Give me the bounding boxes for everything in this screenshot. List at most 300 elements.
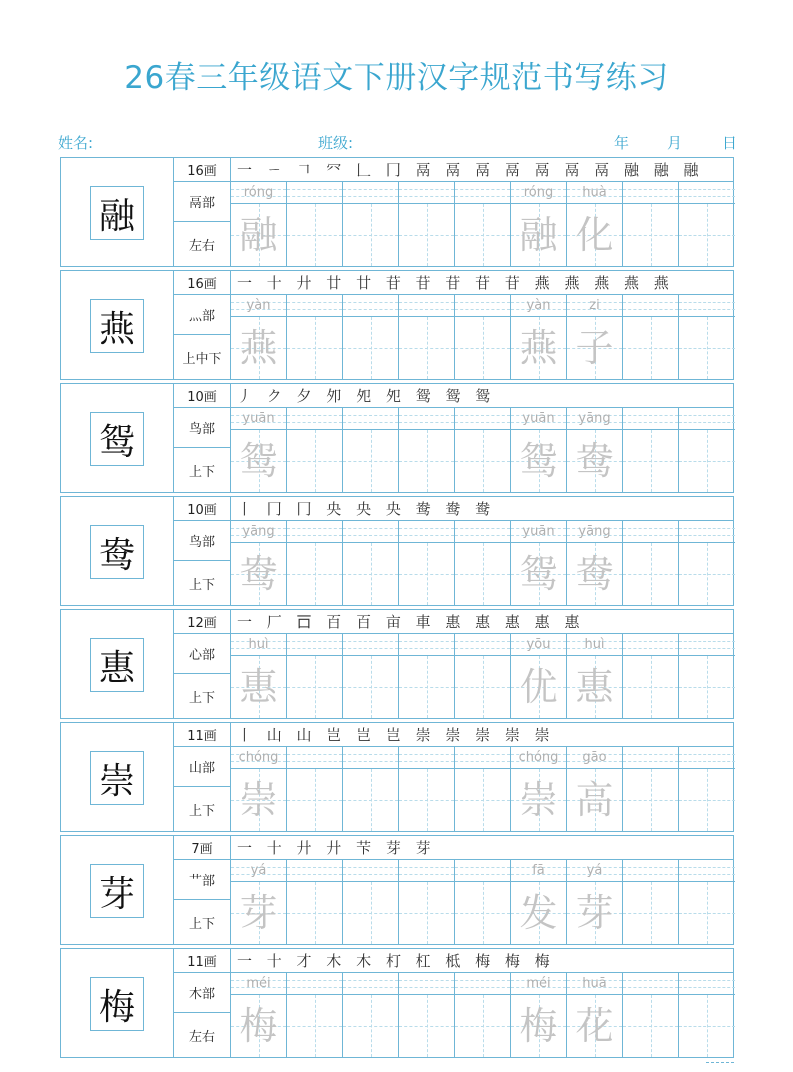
writing-cell[interactable] [343, 521, 399, 605]
pinyin-box [511, 973, 566, 995]
pinyin-text: yá [586, 863, 603, 878]
pinyin-box [343, 973, 398, 995]
writing-cell[interactable] [231, 860, 287, 944]
character-block [60, 609, 734, 719]
tian-grid-box [343, 882, 398, 944]
character-block [60, 383, 734, 493]
pinyin-box [287, 182, 342, 204]
writing-cell[interactable] [623, 521, 679, 605]
writing-grid [231, 747, 733, 831]
writing-cell[interactable] [287, 747, 343, 831]
writing-cell[interactable] [343, 295, 399, 379]
writing-cell[interactable] [679, 860, 735, 944]
tian-grid-box [679, 317, 735, 379]
writing-cell[interactable] [511, 182, 567, 266]
trace-character: 梅 [239, 1004, 278, 1048]
writing-cell[interactable] [287, 860, 343, 944]
writing-grid [231, 182, 733, 266]
tian-grid-box [399, 204, 454, 266]
year-label: 年 [614, 134, 630, 152]
pinyin-box [287, 408, 342, 430]
writing-cell[interactable] [231, 521, 287, 605]
tian-grid-box [511, 430, 566, 492]
structure: 上下 [174, 787, 231, 831]
writing-cell[interactable] [399, 408, 455, 492]
tian-grid-box [455, 995, 510, 1057]
tian-grid-box [455, 430, 510, 492]
pinyin-box [231, 182, 286, 204]
writing-cell[interactable] [679, 634, 735, 718]
writing-cell[interactable] [623, 747, 679, 831]
trace-character: 鸳 [239, 439, 278, 483]
tian-grid-box [287, 204, 342, 266]
tian-grid-box [231, 430, 286, 492]
writing-grid [231, 634, 733, 718]
writing-grid [231, 860, 733, 944]
tian-grid-box [399, 769, 454, 831]
tian-grid-box [623, 204, 678, 266]
writing-cell[interactable] [623, 973, 679, 1057]
main-character: 惠 [90, 638, 144, 692]
writing-cell[interactable] [511, 634, 567, 718]
trace-character: 鸯 [575, 552, 614, 596]
stroke-order: 一 ㄧ 𠃍 㓁 𠃊 冂 鬲 鬲 鬲 鬲 鬲 鬲 鬲 融 融 融 [237, 161, 704, 179]
tian-grid-box [399, 882, 454, 944]
character-block [60, 722, 734, 832]
stroke-order-row [231, 497, 733, 521]
pinyin-box [343, 182, 398, 204]
pinyin-box [679, 634, 735, 656]
main-character-cell [61, 610, 174, 718]
stroke-count: 16画 [174, 158, 231, 182]
pinyin-box [343, 747, 398, 769]
writing-cell[interactable] [455, 634, 511, 718]
tian-grid-box [567, 769, 622, 831]
pinyin-text: gāo [582, 750, 607, 765]
main-character-cell [61, 723, 174, 831]
writing-cell[interactable] [567, 521, 623, 605]
pinyin-box [567, 295, 622, 317]
pinyin-box [511, 408, 566, 430]
tian-grid-box [511, 995, 566, 1057]
writing-cell[interactable] [511, 860, 567, 944]
pinyin-box [511, 521, 566, 543]
pinyin-box [287, 973, 342, 995]
writing-grid [231, 408, 733, 492]
pinyin-text: yōu [526, 637, 551, 652]
pinyin-text: huà [582, 185, 607, 200]
tian-grid-box [343, 317, 398, 379]
writing-cell[interactable] [343, 860, 399, 944]
tian-grid-box [679, 769, 735, 831]
writing-cell[interactable] [511, 521, 567, 605]
writing-cell[interactable] [455, 521, 511, 605]
stroke-count: 10画 [174, 384, 231, 408]
main-character-cell [61, 384, 174, 492]
trace-character: 燕 [519, 326, 558, 370]
writing-cell[interactable] [399, 860, 455, 944]
tian-grid-box [455, 317, 510, 379]
tian-grid-box [287, 543, 342, 605]
writing-cell[interactable] [623, 295, 679, 379]
pinyin-box [343, 860, 398, 882]
pinyin-text: yāng [578, 411, 611, 426]
trace-character: 梅 [519, 1004, 558, 1048]
page-title: 26春三年级语文下册汉字规范书写练习 [124, 60, 669, 96]
writing-cell[interactable] [399, 747, 455, 831]
writing-cell[interactable] [679, 295, 735, 379]
trace-character: 鸯 [575, 439, 614, 483]
tian-grid-box [399, 317, 454, 379]
writing-cell[interactable] [287, 295, 343, 379]
pinyin-box [567, 408, 622, 430]
stroke-order: 一 十 才 木 木 朾 杠 柢 梅 梅 梅 [237, 952, 555, 970]
stroke-order-row [231, 836, 733, 860]
writing-cell[interactable] [455, 747, 511, 831]
trace-character: 鸳 [519, 439, 558, 483]
radical: 鬲部 [174, 182, 231, 222]
tian-grid-box [343, 995, 398, 1057]
stroke-order: 一 厂 𠮛 百 百 亩 車 惠 惠 惠 惠 惠 [237, 613, 585, 631]
pinyin-text: zi [589, 298, 600, 313]
pinyin-box [343, 634, 398, 656]
pinyin-box [455, 182, 510, 204]
writing-cell[interactable] [287, 521, 343, 605]
writing-cell[interactable] [231, 408, 287, 492]
tian-grid-box [399, 430, 454, 492]
pinyin-box [287, 747, 342, 769]
stroke-order-row [231, 610, 733, 634]
character-block [60, 157, 734, 267]
stroke-count: 7画 [174, 836, 231, 860]
stroke-count: 16画 [174, 271, 231, 295]
writing-cell[interactable] [679, 408, 735, 492]
writing-cell[interactable] [623, 182, 679, 266]
writing-cell[interactable] [287, 634, 343, 718]
pinyin-box [343, 521, 398, 543]
structure: 上下 [174, 448, 231, 492]
stroke-count: 10画 [174, 497, 231, 521]
pinyin-box [623, 295, 678, 317]
pinyin-box [623, 521, 678, 543]
main-character: 融 [90, 186, 144, 240]
tian-grid-box [679, 882, 735, 944]
pinyin-box [567, 182, 622, 204]
pinyin-box [623, 860, 678, 882]
tian-grid-box [511, 656, 566, 718]
tian-grid-box [287, 995, 342, 1057]
writing-cell[interactable] [455, 295, 511, 379]
tian-grid-box [623, 995, 678, 1057]
radical: 木部 [174, 973, 231, 1013]
tian-grid-box [399, 995, 454, 1057]
pinyin-text: méi [246, 976, 271, 991]
tian-grid-box [623, 656, 678, 718]
tian-grid-box [567, 995, 622, 1057]
tian-grid-box [343, 204, 398, 266]
tian-grid-box [567, 204, 622, 266]
stroke-order-row [231, 723, 733, 747]
main-character: 燕 [90, 299, 144, 353]
structure: 上下 [174, 561, 231, 605]
trace-character: 发 [519, 891, 558, 935]
writing-cell[interactable] [399, 182, 455, 266]
writing-cell[interactable] [343, 182, 399, 266]
writing-cell[interactable] [399, 521, 455, 605]
pinyin-box [231, 634, 286, 656]
stroke-count: 11画 [174, 949, 231, 973]
writing-cell[interactable] [567, 860, 623, 944]
tian-grid-box [623, 430, 678, 492]
writing-cell[interactable] [343, 747, 399, 831]
tian-grid-box [231, 317, 286, 379]
tian-grid-box [287, 769, 342, 831]
stroke-order: 丨 冂 冂 央 央 央 鸯 鸯 鸯 [237, 500, 496, 518]
writing-cell[interactable] [287, 182, 343, 266]
writing-cell[interactable] [567, 295, 623, 379]
writing-cell[interactable] [287, 408, 343, 492]
pinyin-box [623, 973, 678, 995]
writing-cell[interactable] [231, 973, 287, 1057]
structure: 上中下 [174, 335, 231, 379]
pinyin-box [399, 295, 454, 317]
main-character: 鸳 [90, 412, 144, 466]
writing-cell[interactable] [679, 182, 735, 266]
writing-cell[interactable] [455, 860, 511, 944]
radical: 鸟部 [174, 521, 231, 561]
pinyin-box [679, 182, 735, 204]
tian-grid-box [567, 656, 622, 718]
pinyin-box [511, 182, 566, 204]
tian-grid-box [511, 317, 566, 379]
writing-cell[interactable] [455, 408, 511, 492]
stroke-order-row [231, 158, 733, 182]
trace-character: 芽 [575, 891, 614, 935]
writing-cell[interactable] [567, 408, 623, 492]
tian-grid-box [567, 882, 622, 944]
trace-character: 子 [575, 326, 614, 370]
pinyin-box [567, 973, 622, 995]
pinyin-box [287, 295, 342, 317]
pinyin-box [567, 634, 622, 656]
writing-cell[interactable] [511, 408, 567, 492]
tian-grid-box [455, 204, 510, 266]
writing-cell[interactable] [567, 634, 623, 718]
pinyin-box [287, 634, 342, 656]
writing-cell[interactable] [231, 295, 287, 379]
writing-cell[interactable] [623, 408, 679, 492]
pinyin-box [511, 634, 566, 656]
writing-cell[interactable] [399, 634, 455, 718]
pinyin-text: chóng [518, 750, 559, 765]
pinyin-text: yāng [578, 524, 611, 539]
pinyin-text: yàn [246, 298, 271, 313]
stroke-order-row [231, 384, 733, 408]
pinyin-box [343, 408, 398, 430]
tian-grid-box [287, 656, 342, 718]
tian-grid-box [511, 543, 566, 605]
tian-grid-box [455, 882, 510, 944]
writing-cell[interactable] [511, 747, 567, 831]
writing-cell[interactable] [567, 182, 623, 266]
trace-character: 鸳 [519, 552, 558, 596]
stroke-order: 一 十 廾 廿 廿 苷 苷 苷 苷 苷 燕 燕 燕 燕 燕 [237, 274, 674, 292]
tian-grid-box [231, 204, 286, 266]
tian-grid-box [455, 656, 510, 718]
tian-grid-box [623, 317, 678, 379]
pinyin-box [399, 747, 454, 769]
main-character: 芽 [90, 864, 144, 918]
pinyin-box [231, 973, 286, 995]
writing-cell[interactable] [343, 973, 399, 1057]
tian-grid-box [623, 543, 678, 605]
tian-grid-box [231, 656, 286, 718]
pinyin-box [399, 182, 454, 204]
pinyin-box [231, 747, 286, 769]
pinyin-box [455, 860, 510, 882]
main-character-cell [61, 271, 174, 379]
pinyin-box [455, 521, 510, 543]
tian-grid-box [679, 543, 735, 605]
writing-cell[interactable] [679, 747, 735, 831]
character-block [60, 270, 734, 380]
stroke-count: 11画 [174, 723, 231, 747]
trace-character: 优 [519, 665, 558, 709]
pinyin-box [455, 634, 510, 656]
pinyin-text: fā [532, 863, 545, 878]
trace-character: 惠 [575, 665, 614, 709]
pinyin-box [399, 521, 454, 543]
trace-character: 崇 [239, 778, 278, 822]
radical: 鸟部 [174, 408, 231, 448]
tian-grid-box [679, 656, 735, 718]
pinyin-text: huì [584, 637, 605, 652]
stroke-order: 丿 ク 夕 夘 夗 夗 鸳 鸳 鸳 [237, 387, 496, 405]
pinyin-box [231, 295, 286, 317]
writing-cell[interactable] [679, 521, 735, 605]
tian-grid-box [231, 543, 286, 605]
trace-character: 融 [239, 213, 278, 257]
writing-grid [231, 295, 733, 379]
tian-grid-box [343, 430, 398, 492]
stroke-order-row [231, 949, 733, 973]
page-divider [706, 1062, 734, 1063]
writing-cell[interactable] [231, 182, 287, 266]
writing-cell[interactable] [287, 973, 343, 1057]
writing-cell[interactable] [455, 182, 511, 266]
pinyin-box [399, 973, 454, 995]
trace-character: 花 [575, 1004, 614, 1048]
writing-cell[interactable] [231, 634, 287, 718]
pinyin-box [287, 860, 342, 882]
writing-cell[interactable] [343, 634, 399, 718]
pinyin-text: yá [250, 863, 267, 878]
writing-cell[interactable] [455, 973, 511, 1057]
pinyin-box [511, 295, 566, 317]
writing-grid [231, 521, 733, 605]
writing-cell[interactable] [231, 747, 287, 831]
tian-grid-box [399, 543, 454, 605]
pinyin-box [679, 860, 735, 882]
main-character-cell [61, 949, 174, 1057]
stroke-order: 丨 山 山 岂 岂 岂 崇 崇 崇 崇 崇 [237, 726, 555, 744]
character-block [60, 948, 734, 1058]
tian-grid-box [343, 543, 398, 605]
pinyin-box [623, 182, 678, 204]
character-block [60, 835, 734, 945]
pinyin-text: yàn [526, 298, 551, 313]
writing-cell[interactable] [623, 860, 679, 944]
pinyin-box [567, 521, 622, 543]
tian-grid-box [231, 882, 286, 944]
tian-grid-box [511, 204, 566, 266]
writing-cell[interactable] [567, 973, 623, 1057]
tian-grid-box [679, 204, 735, 266]
month-label: 月 [667, 134, 683, 152]
pinyin-box [567, 747, 622, 769]
writing-cell[interactable] [399, 973, 455, 1057]
writing-cell[interactable] [623, 634, 679, 718]
pinyin-box [399, 634, 454, 656]
pinyin-box [231, 408, 286, 430]
trace-character: 崇 [519, 778, 558, 822]
writing-cell[interactable] [399, 295, 455, 379]
radical: 艹部 [174, 860, 231, 900]
pinyin-box [511, 860, 566, 882]
pinyin-box [567, 860, 622, 882]
main-character-cell [61, 497, 174, 605]
name-label: 姓名: [58, 134, 94, 152]
character-block [60, 496, 734, 606]
pinyin-text: yāng [242, 524, 275, 539]
tian-grid-box [511, 882, 566, 944]
pinyin-box [231, 860, 286, 882]
pinyin-text: yuān [522, 524, 555, 539]
tian-grid-box [287, 317, 342, 379]
writing-cell[interactable] [511, 295, 567, 379]
pinyin-box [679, 295, 735, 317]
radical: 山部 [174, 747, 231, 787]
writing-cell[interactable] [567, 747, 623, 831]
tian-grid-box [455, 543, 510, 605]
stroke-order: 一 十 廾 廾 芐 芽 芽 [237, 839, 436, 857]
pinyin-box [623, 747, 678, 769]
pinyin-box [455, 973, 510, 995]
writing-cell[interactable] [511, 973, 567, 1057]
tian-grid-box [287, 430, 342, 492]
structure: 左右 [174, 222, 231, 266]
writing-cell[interactable] [679, 973, 735, 1057]
tian-grid-box [623, 882, 678, 944]
tian-grid-box [511, 769, 566, 831]
pinyin-box [455, 408, 510, 430]
pinyin-text: róng [243, 185, 274, 200]
pinyin-box [455, 295, 510, 317]
pinyin-box [455, 747, 510, 769]
trace-character: 芽 [239, 891, 278, 935]
writing-cell[interactable] [343, 408, 399, 492]
tian-grid-box [567, 430, 622, 492]
pinyin-text: yuān [242, 411, 275, 426]
tian-grid-box [567, 317, 622, 379]
tian-grid-box [679, 430, 735, 492]
pinyin-box [343, 295, 398, 317]
trace-character: 惠 [239, 665, 278, 709]
trace-character: 化 [575, 213, 614, 257]
pinyin-box [679, 408, 735, 430]
trace-character: 融 [519, 213, 558, 257]
tian-grid-box [343, 656, 398, 718]
